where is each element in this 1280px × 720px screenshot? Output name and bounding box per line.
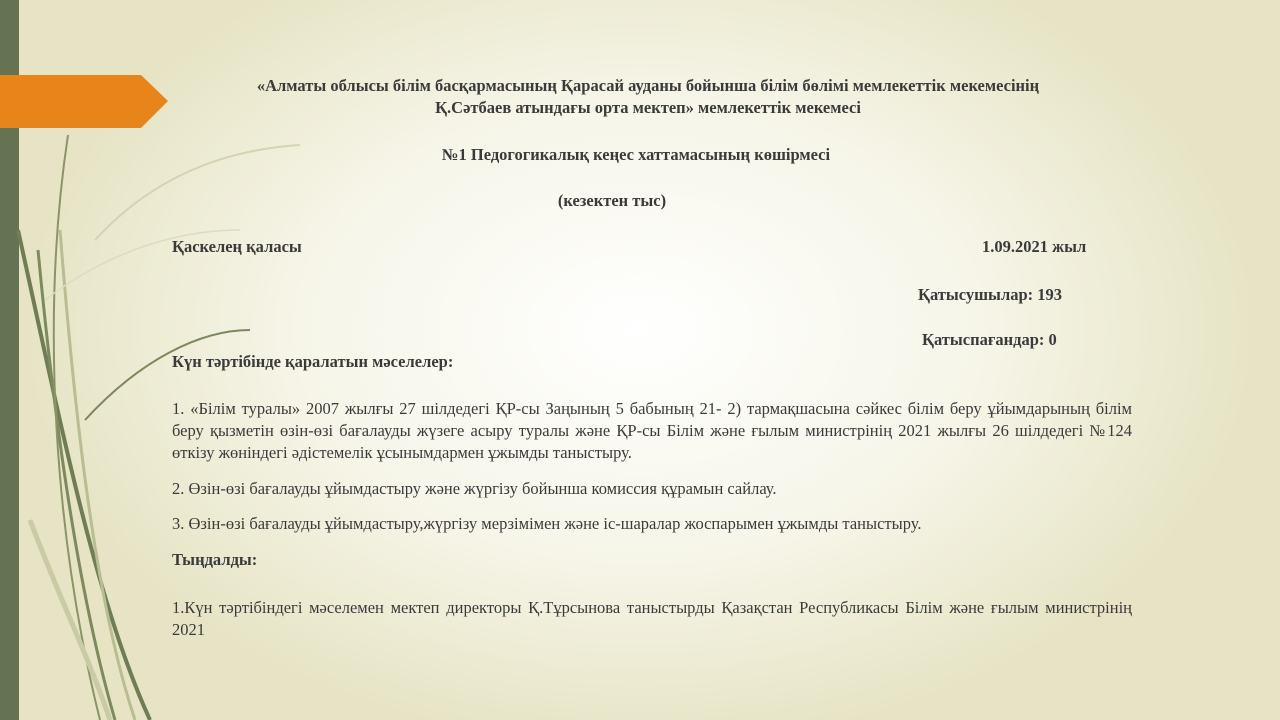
heard-heading: Тыңдалды:: [172, 550, 258, 569]
heard-text: 1.Күн тәртібіндегі мәселемен мектеп директоры Қ.Тұрсынова таныстырды Қазақстан Республикасы Білім және ғылым министрінің 2021: [172, 598, 1132, 639]
agenda-heading: Күн тәртібінде қаралатын мәселелер:: [172, 352, 454, 371]
agenda-item: 3. Өзін-өзі бағалауды ұйымдастыру,жүргізу мерзімімен және іс-шаралар жоспарымен ұжымды таныстыру.: [172, 514, 922, 533]
date-label: 1.09.2021 жыл: [982, 237, 1087, 256]
document-title: №1 Педогогикалық кеңес хаттамасының көшірмесі: [441, 145, 831, 164]
document-subtitle: (кезектен тыс): [557, 191, 667, 210]
header-line-2: Қ.Сәтбаев атындағы орта мектеп» мемлекеттік мекемесі: [435, 98, 861, 117]
agenda-item: 1. «Білім туралы» 2007 жылғы 27 шілдедегі ҚР-сы Заңының 5 бабының 21- 2) тармақшасына сәйкес білім беру ұйымдарының білім беру қызметін өзін-өзі бағалауды жүзеге асыру туралы және ҚР-сы Білім және ғылым министрінің 2021 жылғы 26 шілдедегі №124 өткізу жөніндегі әдістемелік ұсынымдармен ұжымды таныстыру.: [172, 399, 1132, 462]
city-label: Қаскелең қаласы: [172, 237, 302, 256]
absent-count: Қатыспағандар: 0: [922, 330, 1057, 349]
agenda-item: 2. Өзін-өзі бағалауды ұйымдастыру және жүргізу бойынша комиссия құрамын сайлау.: [172, 479, 777, 498]
attendees-count: Қатысушылар: 193: [918, 285, 1062, 304]
header-line-1: «Алматы облысы білім басқармасының Қарасай ауданы бойынша білім бөлімі мемлекеттік мекемесінің: [256, 76, 1040, 95]
